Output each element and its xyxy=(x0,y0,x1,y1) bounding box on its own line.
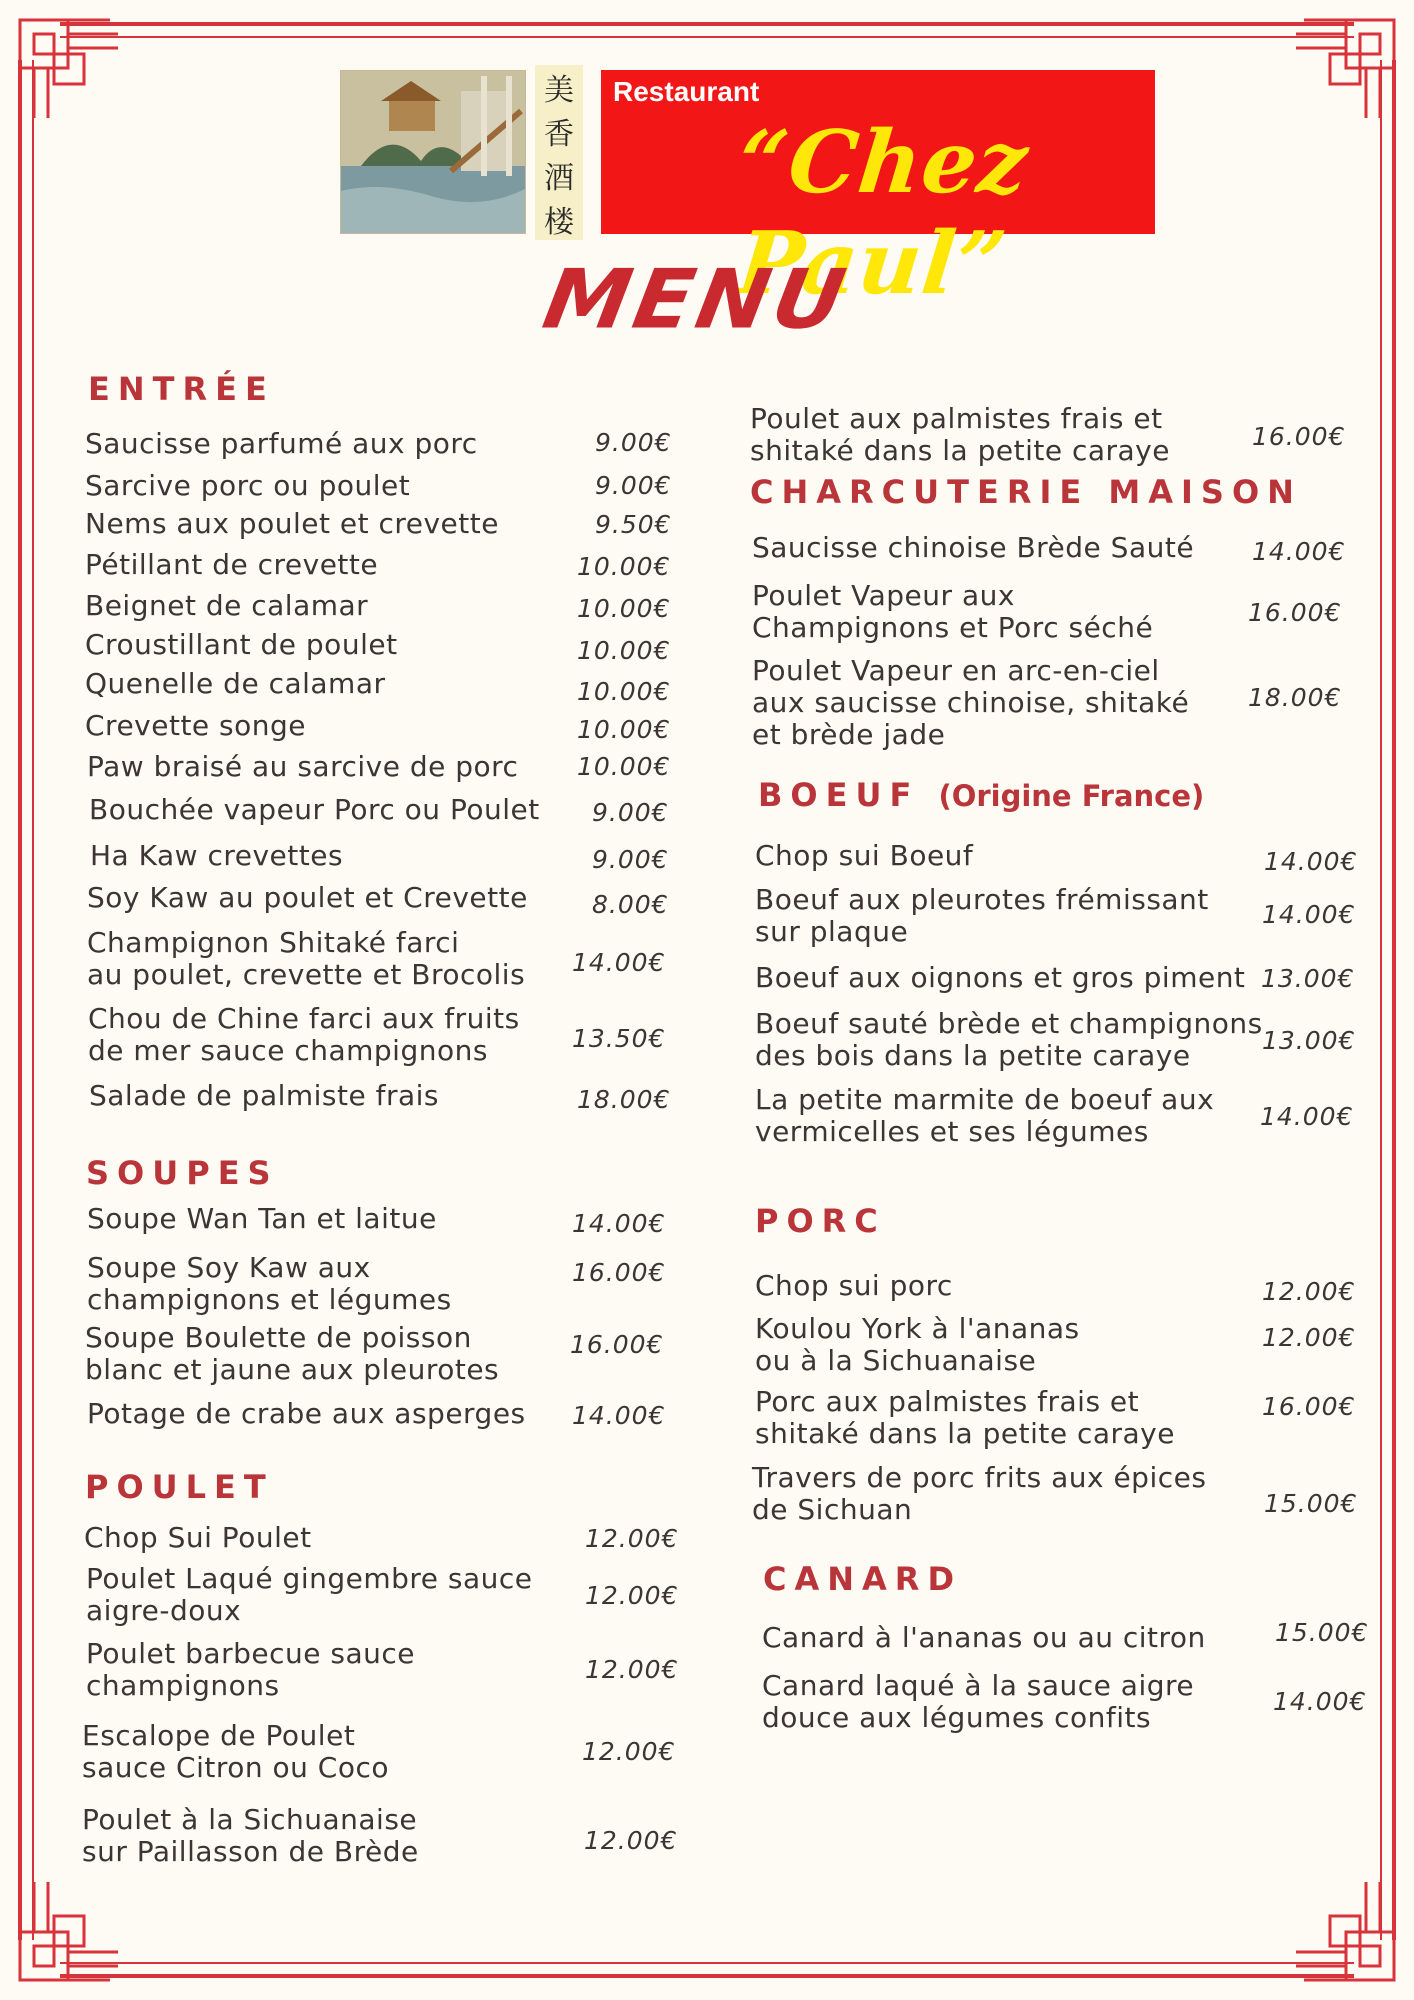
menu-item-name: Poulet à la Sichuanaise sur Paillasson de Brède xyxy=(82,1803,419,1868)
section-subtitle-boeuf: (Origine France) xyxy=(938,779,1205,813)
menu-item-name: Soupe Wan Tan et laitue xyxy=(87,1202,437,1235)
menu-item-price: 10.00€ xyxy=(577,594,671,623)
menu-item-name: Poulet barbecue sauce champignons xyxy=(86,1637,415,1702)
menu-item-price: 10.00€ xyxy=(577,552,671,581)
menu-item-price: 18.00€ xyxy=(1248,683,1342,712)
menu-item-name: Chop sui Boeuf xyxy=(755,839,974,872)
frame-bottom-outer xyxy=(60,1974,1354,1978)
menu-item-price: 9.50€ xyxy=(595,510,672,539)
menu-item-price: 12.00€ xyxy=(585,1524,679,1553)
frame-left-inner xyxy=(32,60,34,1940)
menu-item-name: Porc aux palmistes frais et shitaké dans la petite caraye xyxy=(755,1385,1175,1450)
menu-item-name: Soupe Boulette de poisson blanc et jaune aux pleurotes xyxy=(85,1321,500,1386)
menu-item-name: Boeuf aux oignons et gros piment xyxy=(755,961,1246,994)
menu-item-name: Boeuf sauté brède et champignons des bois dans la petite caraye xyxy=(755,1007,1263,1072)
chinese-char: 楼 xyxy=(544,205,574,240)
section-title-entree: ENTRÉE xyxy=(88,370,275,408)
menu-item-price: 12.00€ xyxy=(1262,1323,1356,1352)
menu-item-price: 8.00€ xyxy=(592,890,669,919)
frame-right-inner xyxy=(1380,60,1382,1940)
menu-item-price: 10.00€ xyxy=(577,752,671,781)
banner-restaurant-label: Restaurant xyxy=(613,76,760,107)
menu-item-name: Chop sui porc xyxy=(755,1269,953,1302)
menu-item-name: Crevette songe xyxy=(85,709,307,742)
section-title-charcuterie: CHARCUTERIE MAISON xyxy=(750,473,1302,511)
section-title-porc: PORC xyxy=(755,1202,886,1240)
menu-item-price: 9.00€ xyxy=(595,471,672,500)
menu-item-name: Escalope de Poulet sauce Citron ou Coco xyxy=(82,1719,389,1784)
menu-item-price: 10.00€ xyxy=(577,677,671,706)
menu-item-price: 15.00€ xyxy=(1264,1489,1358,1518)
menu-item-name: Nems aux poulet et crevette xyxy=(85,507,499,540)
menu-item-price: 14.00€ xyxy=(1262,900,1356,929)
menu-item-price: 14.00€ xyxy=(1264,847,1358,876)
menu-item-name: Sarcive porc ou poulet xyxy=(85,469,411,502)
menu-item-name: Chop Sui Poulet xyxy=(84,1521,312,1554)
menu-item-price: 12.00€ xyxy=(585,1655,679,1684)
menu-item-price: 14.00€ xyxy=(572,1401,666,1430)
frame-left-outer xyxy=(18,60,22,1940)
corner-ornament-bottom-left xyxy=(14,1876,124,1986)
frame-right-outer xyxy=(1392,60,1396,1940)
menu-item-name: Quenelle de calamar xyxy=(85,667,386,700)
menu-item-name: Poulet Laqué gingembre sauce aigre-doux xyxy=(86,1562,533,1627)
frame-top-outer xyxy=(60,22,1354,26)
menu-item-name: Boeuf aux pleurotes frémissant sur plaque xyxy=(755,883,1209,948)
menu-item-price: 12.00€ xyxy=(582,1737,676,1766)
menu-item-price: 10.00€ xyxy=(577,636,671,665)
corner-ornament-bottom-right xyxy=(1290,1876,1400,1986)
menu-item-name: Saucisse chinoise Brède Sauté xyxy=(752,531,1195,564)
corner-ornament-top-left xyxy=(14,14,124,124)
menu-item-price: 16.00€ xyxy=(570,1330,664,1359)
menu-item-price: 14.00€ xyxy=(572,1209,666,1238)
menu-item-name: Poulet Vapeur aux Champignons et Porc séché xyxy=(752,579,1154,644)
menu-item-name: Croustillant de poulet xyxy=(85,628,398,661)
menu-item-price: 12.00€ xyxy=(585,1581,679,1610)
menu-item-price: 13.00€ xyxy=(1261,964,1355,993)
menu-item-price: 14.00€ xyxy=(1273,1687,1367,1716)
corner-ornament-top-right xyxy=(1290,14,1400,124)
menu-item-name: Koulou York à l'ananas ou à la Sichuanaise xyxy=(755,1312,1080,1377)
menu-item-price: 16.00€ xyxy=(1262,1392,1356,1421)
menu-item-name: Potage de crabe aux asperges xyxy=(87,1397,526,1430)
menu-item-name: Soupe Soy Kaw aux champignons et légumes xyxy=(87,1251,452,1316)
restaurant-name: “Chez Paul” xyxy=(733,112,1034,314)
section-title-soupes: SOUPES xyxy=(86,1154,279,1192)
menu-item-price: 14.00€ xyxy=(1260,1102,1354,1131)
menu-title: MENU xyxy=(536,252,856,348)
menu-item-name: Poulet Vapeur en arc-en-ciel aux saucisse chinoise, shitaké et brède jade xyxy=(752,654,1190,751)
chinese-name-column xyxy=(535,65,583,240)
menu-item-name: Paw braisé au sarcive de porc xyxy=(87,750,519,783)
menu-item-price: 9.00€ xyxy=(595,428,672,457)
menu-item-price: 16.00€ xyxy=(1252,422,1346,451)
menu-item-price: 16.00€ xyxy=(1248,598,1342,627)
menu-item-name: Beignet de calamar xyxy=(85,589,369,622)
menu-item-price: 12.00€ xyxy=(584,1826,678,1855)
menu-item-name: Champignon Shitaké farci au poulet, crevette et Brocolis xyxy=(87,926,526,991)
menu-item-name: Poulet aux palmistes frais et shitaké dans la petite caraye xyxy=(750,402,1170,467)
section-title-poulet: POULET xyxy=(85,1468,274,1506)
menu-item-name: Pétillant de crevette xyxy=(85,548,379,581)
chinese-char: 美 xyxy=(544,73,574,108)
menu-item-name: Saucisse parfumé aux porc xyxy=(85,427,478,460)
menu-item-price: 18.00€ xyxy=(577,1085,671,1114)
restaurant-photo xyxy=(340,70,526,234)
menu-item-price: 10.00€ xyxy=(577,715,671,744)
menu-item-price: 12.00€ xyxy=(1262,1277,1356,1306)
frame-bottom-inner xyxy=(60,1962,1354,1964)
menu-item-name: Bouchée vapeur Porc ou Poulet xyxy=(89,793,540,826)
menu-item-price: 14.00€ xyxy=(572,948,666,977)
menu-item-price: 9.00€ xyxy=(592,798,669,827)
section-title-canard: CANARD xyxy=(763,1560,962,1598)
menu-item-price: 14.00€ xyxy=(1252,537,1346,566)
chinese-char: 香 xyxy=(544,117,574,152)
menu-item-name: La petite marmite de boeuf aux vermicelles et ses légumes xyxy=(755,1083,1215,1148)
menu-item-name: Canard laqué à la sauce aigre douce aux légumes confits xyxy=(762,1669,1195,1734)
menu-item-name: Travers de porc frits aux épices de Sichuan xyxy=(752,1461,1207,1526)
chinese-char: 酒 xyxy=(544,161,574,196)
menu-item-name: Ha Kaw crevettes xyxy=(90,839,344,872)
menu-item-price: 16.00€ xyxy=(572,1258,666,1287)
section-title-boeuf-main: BOEUF xyxy=(758,776,920,814)
menu-item-price: 13.00€ xyxy=(1262,1026,1356,1055)
menu-item-name: Canard à l'ananas ou au citron xyxy=(762,1621,1206,1654)
menu-item-price: 9.00€ xyxy=(592,845,669,874)
menu-item-name: Salade de palmiste frais xyxy=(89,1079,440,1112)
menu-item-price: 15.00€ xyxy=(1275,1618,1369,1647)
frame-top-inner xyxy=(60,36,1354,38)
menu-item-name: Chou de Chine farci aux fruits de mer sauce champignons xyxy=(88,1002,520,1067)
menu-item-price: 13.50€ xyxy=(572,1024,666,1053)
menu-item-name: Soy Kaw au poulet et Crevette xyxy=(87,881,528,914)
section-title-boeuf xyxy=(758,776,1204,814)
